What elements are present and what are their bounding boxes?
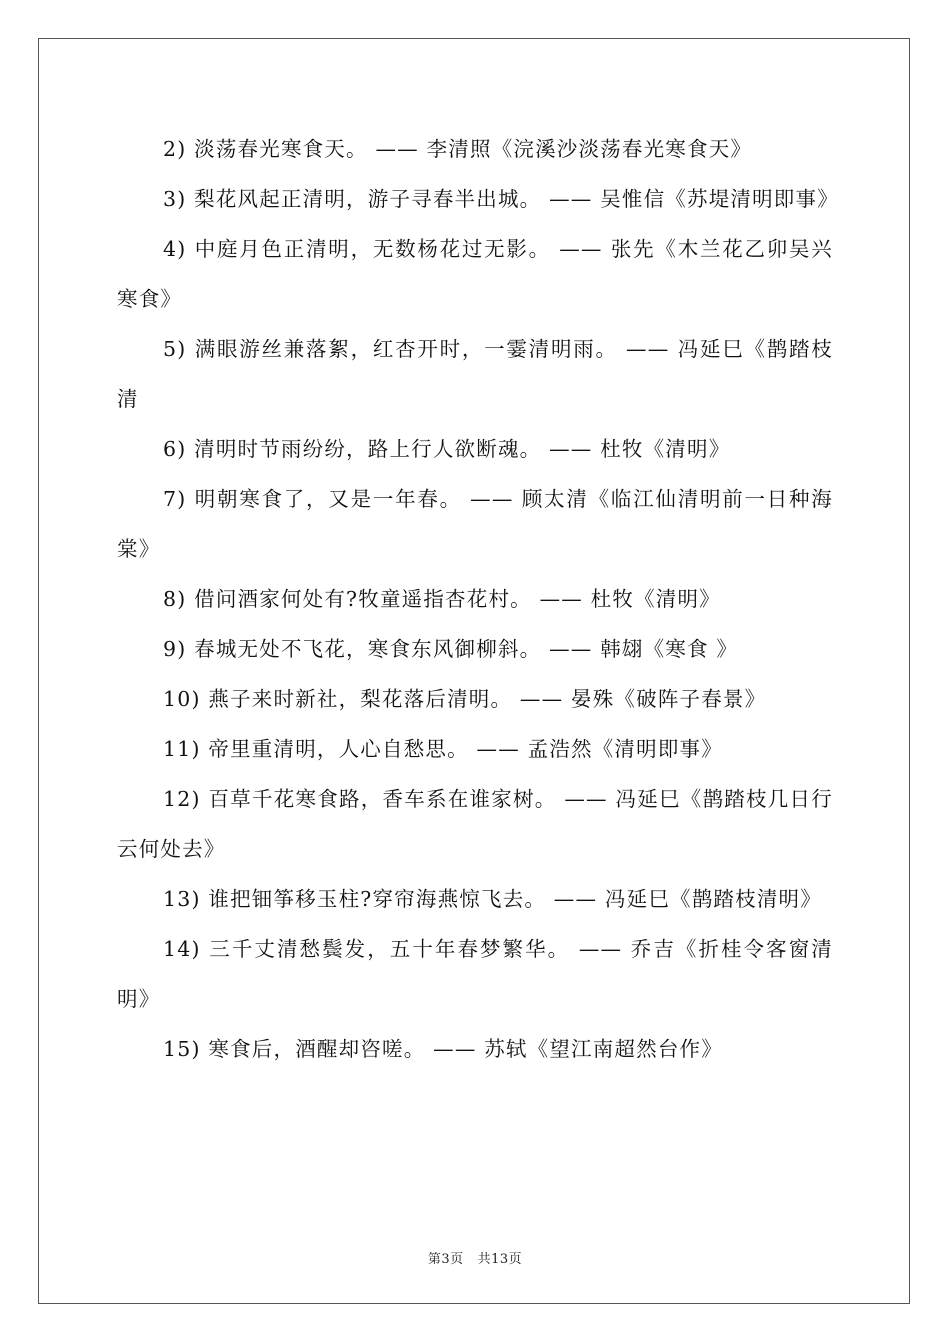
total-page-count: 共13页 [477, 1252, 523, 1267]
poem-line-9: 9) 春城无处不飞花，寒食东风御柳斜。 —— 韩翃《寒食 》 [163, 637, 739, 661]
poem-line-11: 11) 帝里重清明，人心自愁思。 —— 孟浩然《清明即事》 [163, 737, 723, 761]
poem-line-13: 13) 谁把钿筝移玉柱?穿帘海燕惊飞去。 —— 冯延巳《鹊踏枝清明》 [163, 887, 822, 911]
poem-line-14: 14) 三千丈清愁鬓发，五十年春梦繁华。 —— 乔吉《折桂令客窗清明》 [117, 937, 833, 1011]
poem-line-15: 15) 寒食后，酒醒却咨嗟。 —— 苏轼《望江南超然台作》 [163, 1037, 723, 1061]
poem-line-6: 6) 清明时节雨纷纷，路上行人欲断魂。 —— 杜牧《清明》 [163, 437, 731, 461]
poem-line-5: 5) 满眼游丝兼落絮，红杏开时，一霎清明雨。 —— 冯延巳《鹊踏枝清 [117, 337, 833, 411]
poem-line-4: 4) 中庭月色正清明，无数杨花过无影。 —— 张先《木兰花乙卯吴兴寒食》 [117, 237, 833, 311]
poem-line-12: 12) 百草千花寒食路，香车系在谁家树。 —— 冯延巳《鹊踏枝几日行云何处去》 [117, 787, 833, 861]
poem-line-8: 8) 借问酒家何处有?牧童遥指杏花村。 —— 杜牧《清明》 [163, 587, 721, 611]
poem-line-2: 2) 淡荡春光寒食天。 —— 李清照《浣溪沙淡荡春光寒食天》 [163, 137, 753, 161]
document-body [117, 124, 839, 1074]
poem-line-7: 7) 明朝寒食了，又是一年春。 —— 顾太清《临江仙清明前一日种海棠》 [117, 487, 833, 561]
poem-line-3: 3) 梨花风起正清明，游子寻春半出城。 —— 吴惟信《苏堤清明即事》 [163, 187, 839, 211]
page-footer [0, 1248, 950, 1267]
current-page-number: 第3页 [427, 1252, 464, 1267]
poem-line-10: 10) 燕子来时新社，梨花落后清明。 —— 晏殊《破阵子春景》 [163, 687, 767, 711]
